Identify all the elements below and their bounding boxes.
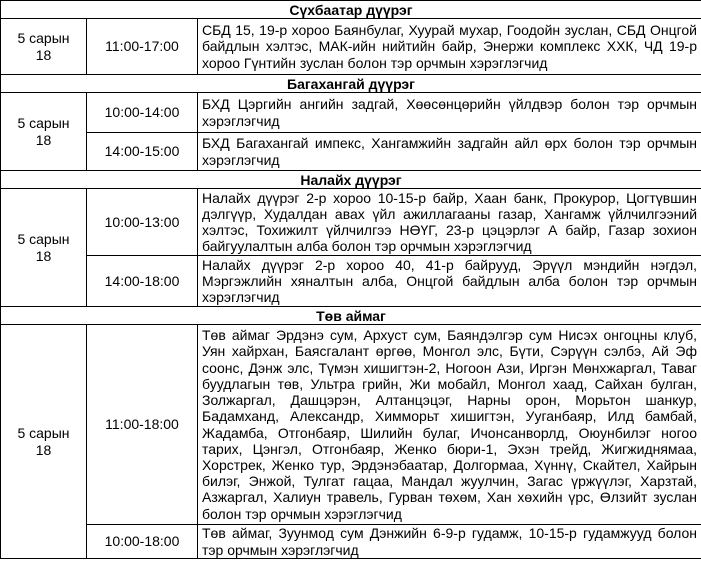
date-cell xyxy=(1,19,87,75)
areas-cell: Налайх дүүрэг 2-р хороо 40, 41-р байрууд, Эрүүл мэндийн нэгдэл, Мэргэжлийн хяналтын алба, Онцгой байдлын алба болон тэр орчмын хэрэглэгчид xyxy=(198,256,701,307)
district-name: Налайх дүүрэг xyxy=(1,171,701,189)
schedule-row xyxy=(1,19,701,75)
schedule-row xyxy=(1,525,701,559)
schedule-row xyxy=(1,189,701,256)
date-text: 5 сарын 18 xyxy=(17,29,70,63)
date-cell xyxy=(1,93,87,171)
areas-cell: БХД Цэргийн ангийн задгай, Хөөсөнцөрийн үйлдвэр болон тэр орчмын хэрэглэгчид xyxy=(198,93,701,133)
district-header-row xyxy=(1,307,701,325)
district-header-row xyxy=(1,171,701,189)
district-name: Сүхбаатар дүүрэг xyxy=(1,1,701,19)
district-name: Төв аймаг xyxy=(1,307,701,325)
time-cell: 10:00-18:00 xyxy=(87,525,198,559)
date-text: 5 сарын 18 xyxy=(17,230,70,264)
district-name: Багахангай дүүрэг xyxy=(1,75,701,93)
date-text: 5 сарын 18 xyxy=(17,424,70,458)
areas-cell: БХД Багахангай импекс, Хангамжийн задгайн айл өрх болон тэр орчмын хэрэглэгчид xyxy=(198,133,701,171)
areas-cell: Налайх дүүрэг 2-р хороо 10-15-р байр, Хаан банк, Прокурор, Цогтүвшин дэлгүүр, Худалдан авах үйл ажиллагааны газар, Хангамж үйлчилгээний хэлтэс, Тохижилт үйлчилгээ НӨҮГ, 23-р цэцэрлэг А байр, Газар зохион байгуулалтын алба болон тэр орчмын хэрэглэгчид xyxy=(198,189,701,256)
time-cell: 11:00-18:00 xyxy=(87,325,198,525)
date-cell xyxy=(1,189,87,307)
schedule-row xyxy=(1,93,701,133)
date-cell xyxy=(1,325,87,559)
schedule-row xyxy=(1,256,701,307)
areas-cell: СБД 15, 19-р хороо Баянбулаг, Хуурай мухар, Гоодойн зуслан, СБД Онцгой байдлын хэлтэс, МАК-ийн нийтийн байр, Энержи комплекс ХХК, ЧД 19-р хороо Гүнтийн зуслан болон тэр орчмын хэрэглэгчид xyxy=(198,19,701,75)
time-cell: 14:00-15:00 xyxy=(87,133,198,171)
areas-cell: Төв аймаг Эрдэнэ сум, Архуст сум, Баяндэлгэр сум Нисэх онгоцны клуб, Уян хайрхан, Баясгалант өргөө, Монгол элс, Бүти, Сэрүүн сэлбэ, Ай Эф соонс, Дэнж элс, Түмэн хишигтэн-2, Ногоон Ази, Иргэн Мөнхжаргал, Таваг буудлагын төв, Ультра грийн, Жи мобайл, Монгол хаад, Сайхан булган, Золжаргал, Дашцэрэн, Алтанцэцэг, Нарны орон, Морьтон шанкур, Бадамханд, Александр, Химморьт хишигтэн, Ууганбаяр, Илд бамбай, Жадамба, Отгонбаяр, Шилийн булаг, Ичонсанворлд, Оюунбилэг ногоо тарих, Цэнгэл, Отгонбаяр, Женко бюри-1, Эхэн трейд, Жигжиднямаа, Хорстрек, Женко тур, Эрдэнэбаатар, Долгормаа, Хүннү, Скайтел, Хайрын билэг, Энжой, Тулгат гацаа, Мандал жуулчин, Загас үржүүлэг, Харзтай, Азжаргал, Халиун травель, Гурван төхөм, Хан хөхийн үрс, Өлзийт зуслан болон тэр орчмын хэрэглэгчид xyxy=(198,325,701,525)
time-cell: 14:00-18:00 xyxy=(87,256,198,307)
district-header-row xyxy=(1,1,701,19)
areas-cell: Төв аймаг, Зуунмод сум Дэнжийн 6-9-р гудамж, 10-15-р гудамжууд болон тэр орчмын хэрэглэгчид xyxy=(198,525,701,559)
schedule-row xyxy=(1,325,701,525)
district-header-row xyxy=(1,75,701,93)
date-text: 5 сарын 18 xyxy=(17,114,70,148)
schedule-row xyxy=(1,133,701,171)
time-cell: 10:00-13:00 xyxy=(87,189,198,256)
time-cell: 11:00-17:00 xyxy=(87,19,198,75)
time-cell: 10:00-14:00 xyxy=(87,93,198,133)
